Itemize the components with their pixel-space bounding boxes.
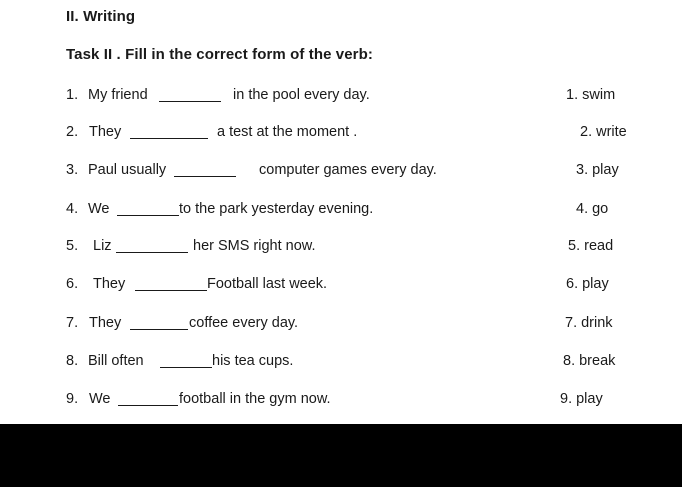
item-text-before: They bbox=[93, 276, 126, 292]
answer-blank[interactable] bbox=[116, 252, 188, 253]
exercise-row bbox=[0, 124, 682, 144]
item-text-before: We bbox=[88, 201, 110, 217]
item-text-before: Paul usually bbox=[88, 162, 167, 178]
black-bottom-bar bbox=[0, 424, 682, 487]
exercise-row bbox=[0, 87, 682, 107]
item-text-after: her SMS right now. bbox=[193, 238, 316, 254]
item-text-after: a test at the moment . bbox=[217, 124, 358, 140]
verb-hint: 6. play bbox=[566, 276, 609, 292]
verb-hint: 1. swim bbox=[566, 87, 616, 103]
item-text-before: My friend bbox=[88, 87, 148, 103]
answer-blank[interactable] bbox=[130, 138, 208, 139]
answer-blank[interactable] bbox=[174, 176, 236, 177]
item-number: 7. bbox=[66, 315, 79, 331]
item-text-before: They bbox=[89, 315, 122, 331]
item-text-after: football in the gym now. bbox=[179, 391, 331, 407]
verb-hint: 9. play bbox=[560, 391, 603, 407]
item-number: 1. bbox=[66, 87, 79, 103]
answer-blank[interactable] bbox=[130, 329, 188, 330]
item-text-after: his tea cups. bbox=[212, 353, 294, 369]
exercise-row bbox=[0, 276, 682, 296]
exercise-row bbox=[0, 201, 682, 221]
item-text-after: Football last week. bbox=[207, 276, 328, 292]
item-text-before: They bbox=[89, 124, 122, 140]
verb-hint: 8. break bbox=[563, 353, 616, 369]
item-number: 4. bbox=[66, 201, 79, 217]
exercise-row bbox=[0, 315, 682, 335]
answer-blank[interactable] bbox=[135, 290, 207, 291]
task-title: Task II . Fill in the correct form of the verb: bbox=[66, 46, 373, 63]
item-text-before: Bill often bbox=[88, 353, 144, 369]
exercise-row bbox=[0, 238, 682, 258]
item-number: 3. bbox=[66, 162, 79, 178]
item-number: 8. bbox=[66, 353, 79, 369]
item-text-before: We bbox=[89, 391, 111, 407]
answer-blank[interactable] bbox=[159, 101, 221, 102]
item-text-before: Liz bbox=[93, 238, 112, 254]
verb-hint: 2. write bbox=[580, 124, 627, 140]
verb-hint: 7. drink bbox=[565, 315, 613, 331]
item-text-after: computer games every day. bbox=[259, 162, 437, 178]
answer-blank[interactable] bbox=[117, 215, 179, 216]
item-number: 6. bbox=[66, 276, 79, 292]
item-number: 9. bbox=[66, 391, 79, 407]
item-number: 5. bbox=[66, 238, 79, 254]
answer-blank[interactable] bbox=[160, 367, 212, 368]
item-text-after: coffee every day. bbox=[189, 315, 299, 331]
verb-hint: 4. go bbox=[576, 201, 609, 217]
section-title: II. Writing bbox=[66, 8, 136, 25]
verb-hint: 5. read bbox=[568, 238, 614, 254]
exercise-row bbox=[0, 162, 682, 182]
item-number: 2. bbox=[66, 124, 79, 140]
exercise-row bbox=[0, 353, 682, 373]
item-text-after: to the park yesterday evening. bbox=[179, 201, 374, 217]
answer-blank[interactable] bbox=[118, 405, 178, 406]
item-text-after: in the pool every day. bbox=[233, 87, 370, 103]
verb-hint: 3. play bbox=[576, 162, 619, 178]
exercise-row bbox=[0, 391, 682, 411]
